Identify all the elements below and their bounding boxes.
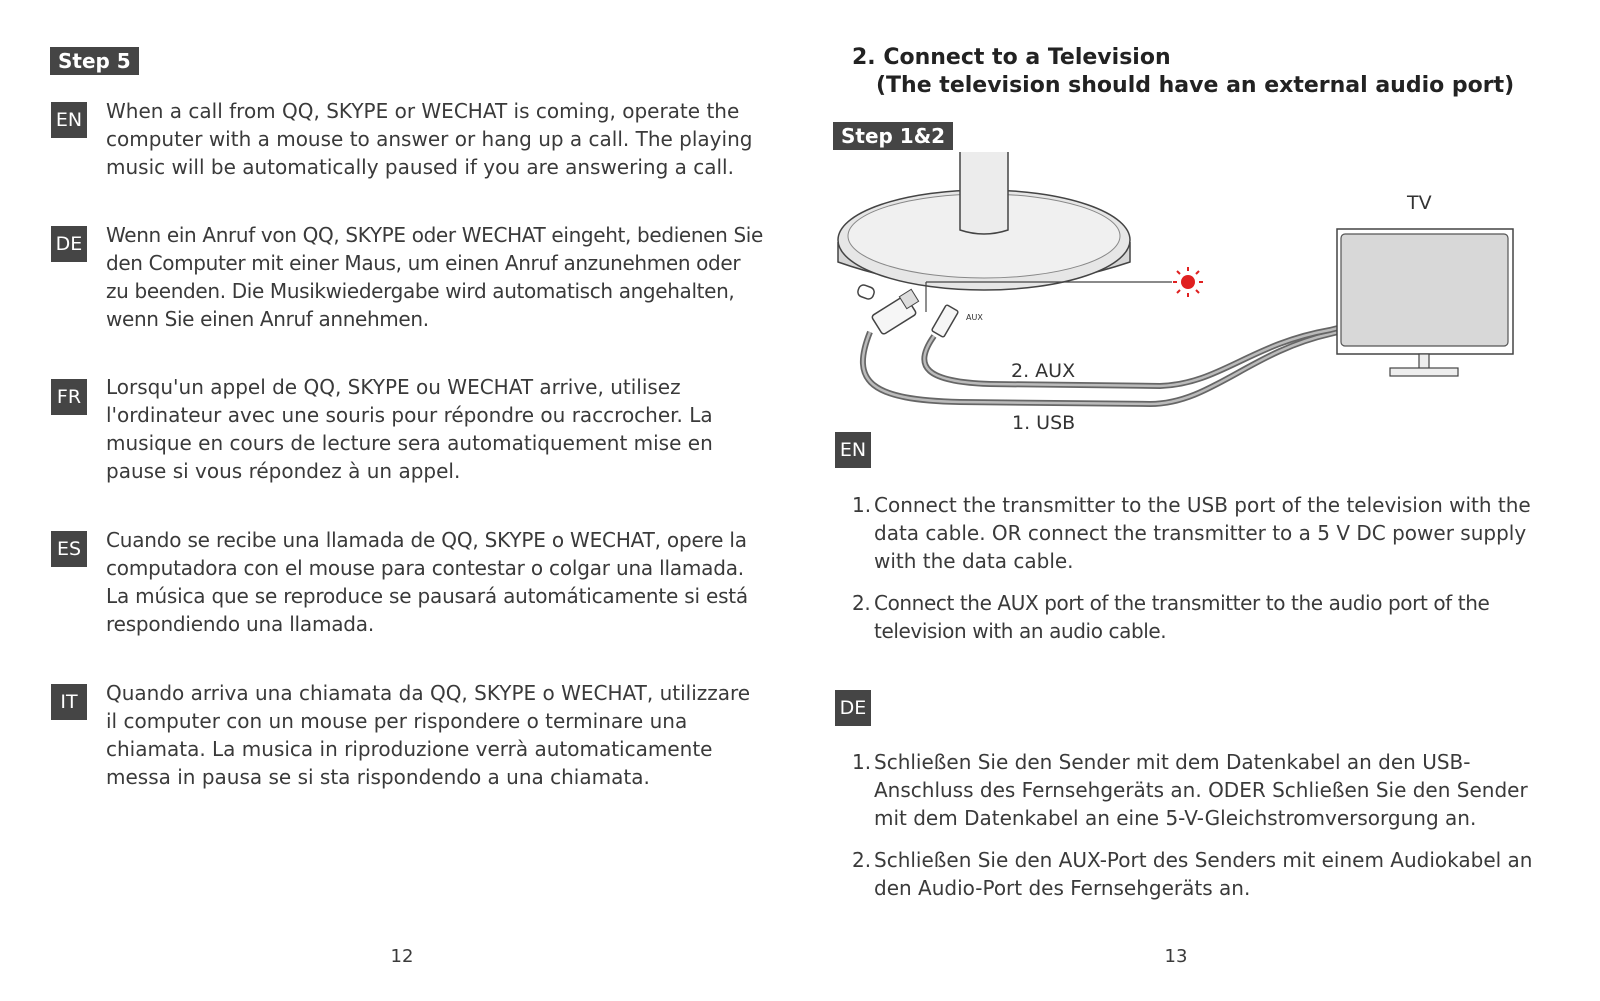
list-item-text: Connect the AUX port of the transmitter to the audio port of the television with an audio cable. — [874, 591, 1490, 643]
list-item-number: 2. — [852, 848, 872, 872]
instruction-list-de — [852, 748, 1562, 916]
section-heading — [852, 44, 1514, 100]
tv-illustration — [1337, 192, 1513, 376]
paragraph-fr: Lorsqu'un appel de QQ, SKYPE ou WECHAT arrive, utilisez l'ordinateur avec une souris pour répondre ou raccrocher. La musique en cours de lecture sera automatiquement mise en pause si vous répondez à un appel. — [106, 375, 713, 483]
transmitter-illustration — [838, 152, 1130, 322]
connection-diagram — [830, 152, 1530, 432]
list-item-text: Schließen Sie den AUX-Port des Senders mit einem Audiokabel an den Audio-Port des Fernsehgeräts an. — [874, 848, 1533, 900]
list-item-number: 1. — [852, 750, 872, 774]
usb-cable — [863, 332, 1338, 404]
list-item — [852, 748, 1562, 832]
list-item — [852, 491, 1562, 575]
step-badge: Step 5 — [50, 47, 139, 75]
lang-badge-es: ES — [51, 531, 87, 567]
instruction-list-en — [852, 491, 1562, 659]
paragraph-es: Cuando se recibe una llamada de QQ, SKYPE o WECHAT, opere la computadora con el mouse para contestar o colgar una llamada. La música que se reproduce se pausará automáticamente si está respondiendo una llamada. — [106, 528, 748, 636]
lang-badge-en: EN — [835, 432, 871, 468]
tv-label: TV — [1407, 192, 1432, 214]
lang-badge-fr: FR — [51, 379, 87, 415]
list-item-number: 2. — [852, 591, 871, 615]
aux-cable — [924, 328, 1338, 386]
right-page — [800, 0, 1600, 1001]
list-item-number: 1. — [852, 493, 872, 517]
lang-badge-de: DE — [835, 690, 871, 726]
heading-line-2: (The television should have an external audio port) — [876, 73, 1515, 98]
usb-plug — [871, 289, 918, 335]
list-item-text: Schließen Sie den Sender mit dem Datenkabel an den USB-Anschluss des Fernsehgeräts an. ODER Schließen Sie den Sender mit dem Datenkabel an eine 5-V-Gleichstromversorgung an. — [874, 750, 1528, 830]
lang-badge-it: IT — [51, 684, 87, 720]
step-badge: Step 1&2 — [833, 122, 953, 150]
lang-badge-de: DE — [51, 226, 87, 262]
aux-plug — [931, 305, 958, 338]
list-item — [852, 589, 1562, 645]
page-number: 12 — [390, 946, 414, 967]
list-item — [852, 846, 1562, 902]
lang-badge-en: EN — [51, 102, 87, 138]
paragraph-it: Quando arriva una chiamata da QQ, SKYPE o WECHAT, utilizzare il computer con un mouse per rispondere o terminare una chiamata. La musica in riproduzione verrà automaticamente messa in pausa se si sta rispondendo a una chiamata. — [106, 681, 751, 789]
paragraph-de: Wenn ein Anruf von QQ, SKYPE oder WECHAT eingeht, bedienen Sie den Computer mit einer Maus, um einen Anruf anzunehmen oder zu beenden. Die Musikwiedergabe wird automatisch angehalten, wenn Sie einen Anruf annehmen. — [106, 223, 763, 331]
aux-cable-label: 2. AUX — [1011, 360, 1076, 382]
usb-cable-label: 1. USB — [1012, 412, 1076, 432]
list-item-text: Connect the transmitter to the USB port of the television with the data cable. OR connect the transmitter to a 5 V DC power supply with the data cable. — [874, 493, 1531, 573]
paragraph-en: When a call from QQ, SKYPE or WECHAT is coming, operate the computer with a mouse to answer or hang up a call. The playing music will be automatically paused if you are answering a call. — [106, 99, 753, 179]
page-number: 13 — [1164, 946, 1188, 967]
aux-port-label: AUX — [966, 313, 983, 322]
heading-line-1: 2. Connect to a Television — [852, 45, 1171, 70]
